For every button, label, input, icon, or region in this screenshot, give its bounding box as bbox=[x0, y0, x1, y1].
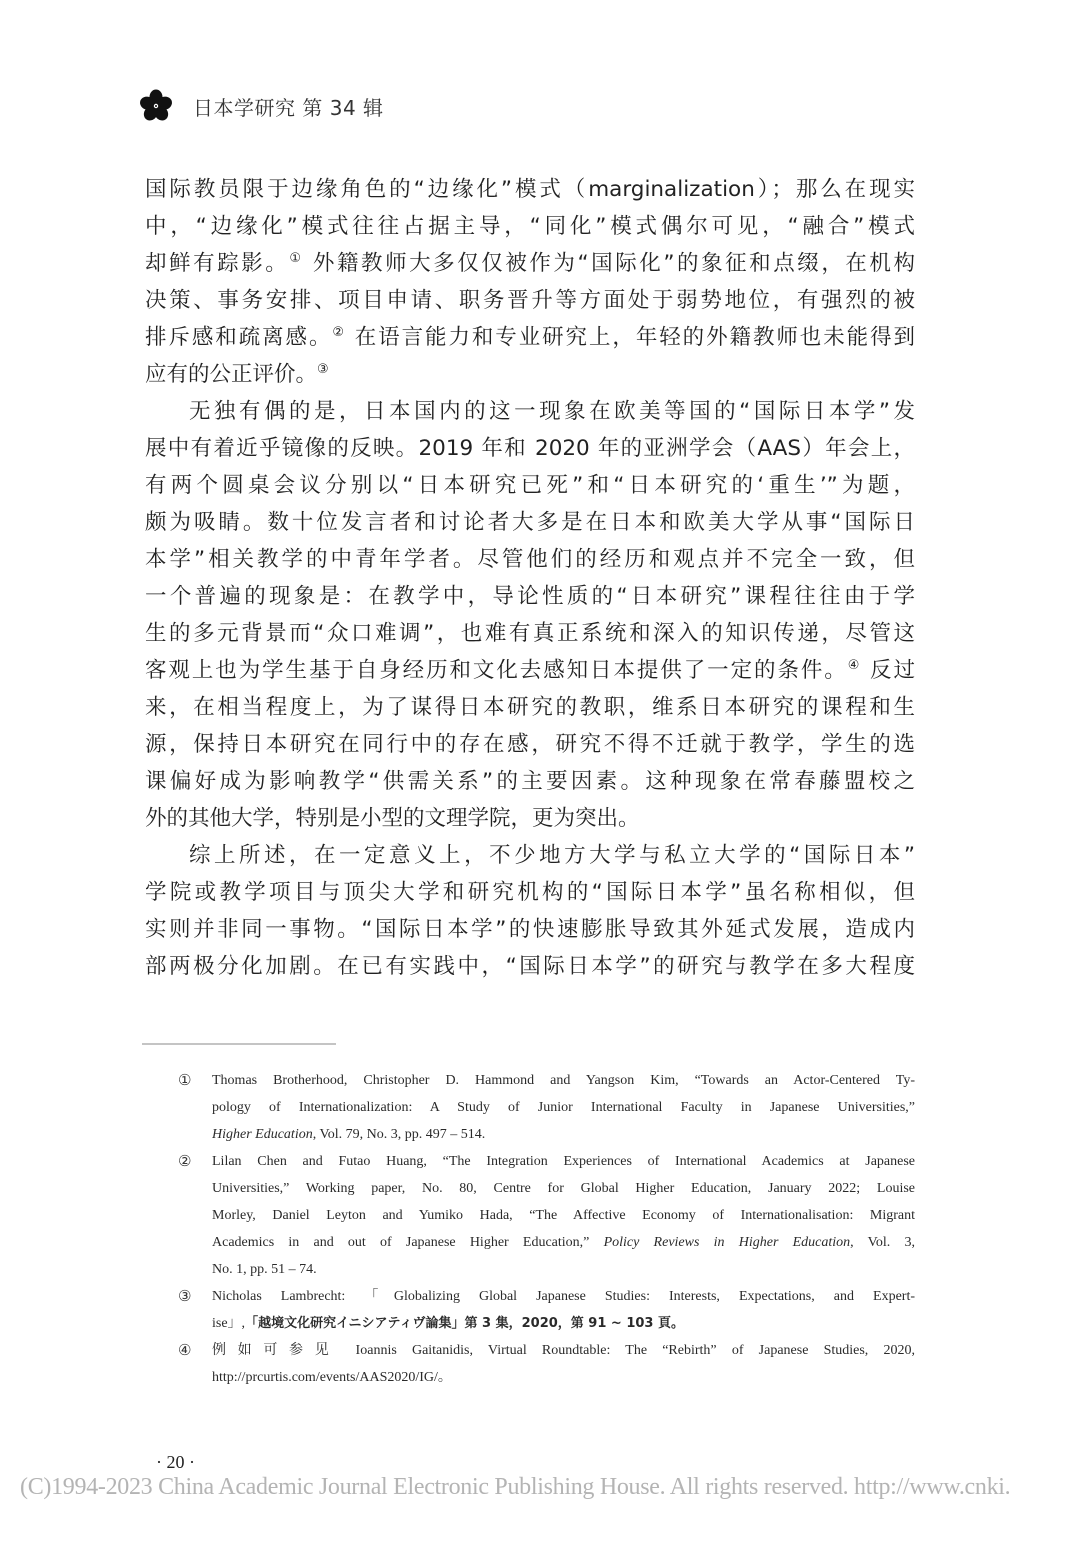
footnote-text: , Vol. 79, No. 3, pp. 497 – 514. bbox=[312, 1127, 486, 1142]
body-line-text: 有两个圆桌会议分别以“日本研究已死”和“日本研究的‘重生’”为题， bbox=[145, 473, 915, 498]
body-line bbox=[145, 430, 915, 467]
body-line bbox=[145, 208, 915, 245]
body-line bbox=[145, 541, 915, 578]
body-line bbox=[145, 615, 915, 652]
footnote-separator bbox=[142, 1043, 336, 1045]
footnote-line: http://prcurtis.com/events/AAS2020/IG/。 bbox=[212, 1370, 452, 1385]
footnote-ref[interactable]: ③ bbox=[317, 362, 329, 377]
body-line-text: 应有的公正评价。 bbox=[145, 362, 318, 387]
body-line-text: 无独有偶的是，日本国内的这一现象在欧美等国的“国际日本学”发 bbox=[189, 399, 915, 424]
body-line bbox=[145, 467, 915, 504]
body-line bbox=[145, 245, 915, 282]
body-line-text: 外的其他大学，特别是小型的文理学院，更为突出。 bbox=[145, 806, 640, 831]
footnote bbox=[178, 1148, 915, 1283]
footnote-line bbox=[212, 1310, 915, 1337]
body-line bbox=[145, 689, 915, 726]
body-line bbox=[145, 393, 915, 430]
footnote-text: , Vol. 3, bbox=[850, 1235, 915, 1250]
running-header bbox=[138, 86, 384, 126]
journal-title: 日本学研究 第 34 辑 bbox=[193, 95, 384, 120]
footnote-number: ③ bbox=[178, 1287, 192, 1305]
footnote-line: No. 1, pp. 51 – 74. bbox=[212, 1262, 317, 1277]
body-line-text: 决策、事务安排、项目申请、职务晋升等方面处于弱势地位，有强烈的被 bbox=[145, 288, 915, 313]
body-line bbox=[145, 319, 915, 356]
body-line-text: 学院或教学项目与顶尖大学和研究机构的“国际日本学”虽名称相似，但 bbox=[145, 880, 915, 905]
body-line-text: 部两极分化加剧。在已有实践中，“国际日本学”的研究与教学在多大程度 bbox=[145, 954, 915, 979]
publication-title: 「越境文化研究イニシアティヴ論集」第 3 集，2020，第 91 ~ 103 頁。 bbox=[245, 1316, 685, 1331]
body-line bbox=[145, 911, 915, 948]
body-line-text: 源，保持日本研究在同行中的存在感，研究不得不迁就于教学，学生的选 bbox=[145, 732, 915, 757]
body-line-text: 国际教员限于边缘角色的“边缘化”模式（marginalization）；那么在现实 bbox=[145, 177, 915, 202]
footnote bbox=[178, 1337, 915, 1391]
body-line-text: 中，“边缘化”模式往往占据主导，“同化”模式偶尔可见，“融合”模式 bbox=[145, 214, 915, 239]
footnote-line: Thomas Brotherhood, Christopher D. Hammond and Yangson Kim, “Towards an Actor-Centered Ty- bbox=[212, 1073, 915, 1088]
body-line bbox=[145, 837, 915, 874]
page-number: · 20 · bbox=[156, 1452, 195, 1472]
body-line-text: 课偏好成为影响教学“供需关系”的主要因素。这种现象在常春藤盟校之 bbox=[145, 769, 915, 794]
body-line bbox=[145, 171, 915, 208]
footnote-line bbox=[212, 1229, 915, 1256]
body-line-text: 在语言能力和专业研究上，年轻的外籍教师也未能得到 bbox=[345, 325, 915, 350]
footnote-text: ise」, bbox=[212, 1316, 246, 1331]
footnote-line: Morley, Daniel Leyton and Yumiko Hada, “The Affective Economy of Internationalisation: Migrant bbox=[212, 1208, 915, 1223]
body-line bbox=[145, 948, 915, 985]
body-line bbox=[145, 652, 915, 689]
footnote-line: 例如可参见 Ioannis Gaitanidis, Virtual Roundtable: The “Rebirth” of Japanese Studies, 2020, bbox=[212, 1343, 915, 1358]
footnotes bbox=[178, 1067, 915, 1391]
footnote-line bbox=[212, 1121, 915, 1148]
footnote-ref[interactable]: ② bbox=[332, 325, 346, 340]
publication-title: Policy Reviews in Higher Education bbox=[603, 1235, 851, 1250]
body-text bbox=[145, 171, 915, 985]
body-line-text: 外籍教师大多仅仅被作为“国际化”的象征和点缀，在机构 bbox=[303, 251, 915, 276]
body-line-text: 来，在相当程度上，为了谋得日本研究的教职，维系日本研究的课程和生 bbox=[145, 695, 915, 720]
body-line bbox=[145, 726, 915, 763]
body-line-text: 反过 bbox=[861, 658, 915, 683]
body-line-text: 颇为吸睛。数十位发言者和讨论者大多是在日本和欧美大学从事“国际日 bbox=[145, 510, 915, 535]
footnote-number: ② bbox=[178, 1152, 192, 1170]
body-line bbox=[145, 800, 915, 837]
body-line-text: 综上所述，在一定意义上，不少地方大学与私立大学的“国际日本” bbox=[189, 843, 915, 868]
body-line-text: 本学”相关教学的中青年学者。尽管他们的经历和观点并不完全一致，但 bbox=[145, 547, 915, 572]
publication-title: Higher Education bbox=[212, 1127, 313, 1142]
body-line-text: 实则并非同一事物。“国际日本学”的快速膨胀导致其外延式发展，造成内 bbox=[145, 917, 915, 942]
body-line bbox=[145, 504, 915, 541]
body-line-text: 客观上也为学生基于自身经历和文化去感知日本提供了一定的条件。 bbox=[145, 658, 848, 683]
body-line-text: 却鲜有踪影。 bbox=[145, 251, 290, 276]
plum-blossom-icon bbox=[138, 88, 174, 124]
footnote-line: Lilan Chen and Futao Huang, “The Integration Experiences of International Academics at Japanese bbox=[212, 1154, 915, 1169]
body-line-text: 排斥感和疏离感。 bbox=[145, 325, 333, 350]
body-line bbox=[145, 763, 915, 800]
body-line bbox=[145, 874, 915, 911]
body-line bbox=[145, 578, 915, 615]
footnote-text: Academics in and out of Japanese Higher Education,” bbox=[212, 1235, 604, 1250]
footnote-ref[interactable]: ① bbox=[289, 251, 304, 266]
copyright-watermark: (C)1994-2023 China Academic Journal Electronic Publishing House. All rights reserved. http://www.cnki. bbox=[20, 1474, 1011, 1500]
footnote-ref[interactable]: ④ bbox=[847, 658, 862, 673]
footnote-line: pology of Internationalization: A Study of Junior International Faculty in Japanese Universities,” bbox=[212, 1100, 915, 1115]
footnote-number: ④ bbox=[178, 1341, 192, 1359]
footnote bbox=[178, 1067, 915, 1148]
body-line-text: 展中有着近乎镜像的反映。2019 年和 2020 年的亚洲学会（AAS）年会上， bbox=[145, 436, 915, 461]
body-line bbox=[145, 282, 915, 319]
footnote-line: Nicholas Lambrecht: 「Globalizing Global Japanese Studies: Interests, Expectations, and Expert- bbox=[212, 1289, 915, 1304]
footnote-line: Universities,” Working paper, No. 80, Centre for Global Higher Education, January 2022; Louise bbox=[212, 1181, 915, 1196]
footnote bbox=[178, 1283, 915, 1337]
footnote-number: ① bbox=[178, 1071, 192, 1089]
body-line-text: 一个普遍的现象是：在教学中，导论性质的“日本研究”课程往往由于学 bbox=[145, 584, 915, 609]
body-line bbox=[145, 356, 915, 393]
body-line-text: 生的多元背景而“众口难调”，也难有真正系统和深入的知识传递，尽管这 bbox=[145, 621, 915, 646]
